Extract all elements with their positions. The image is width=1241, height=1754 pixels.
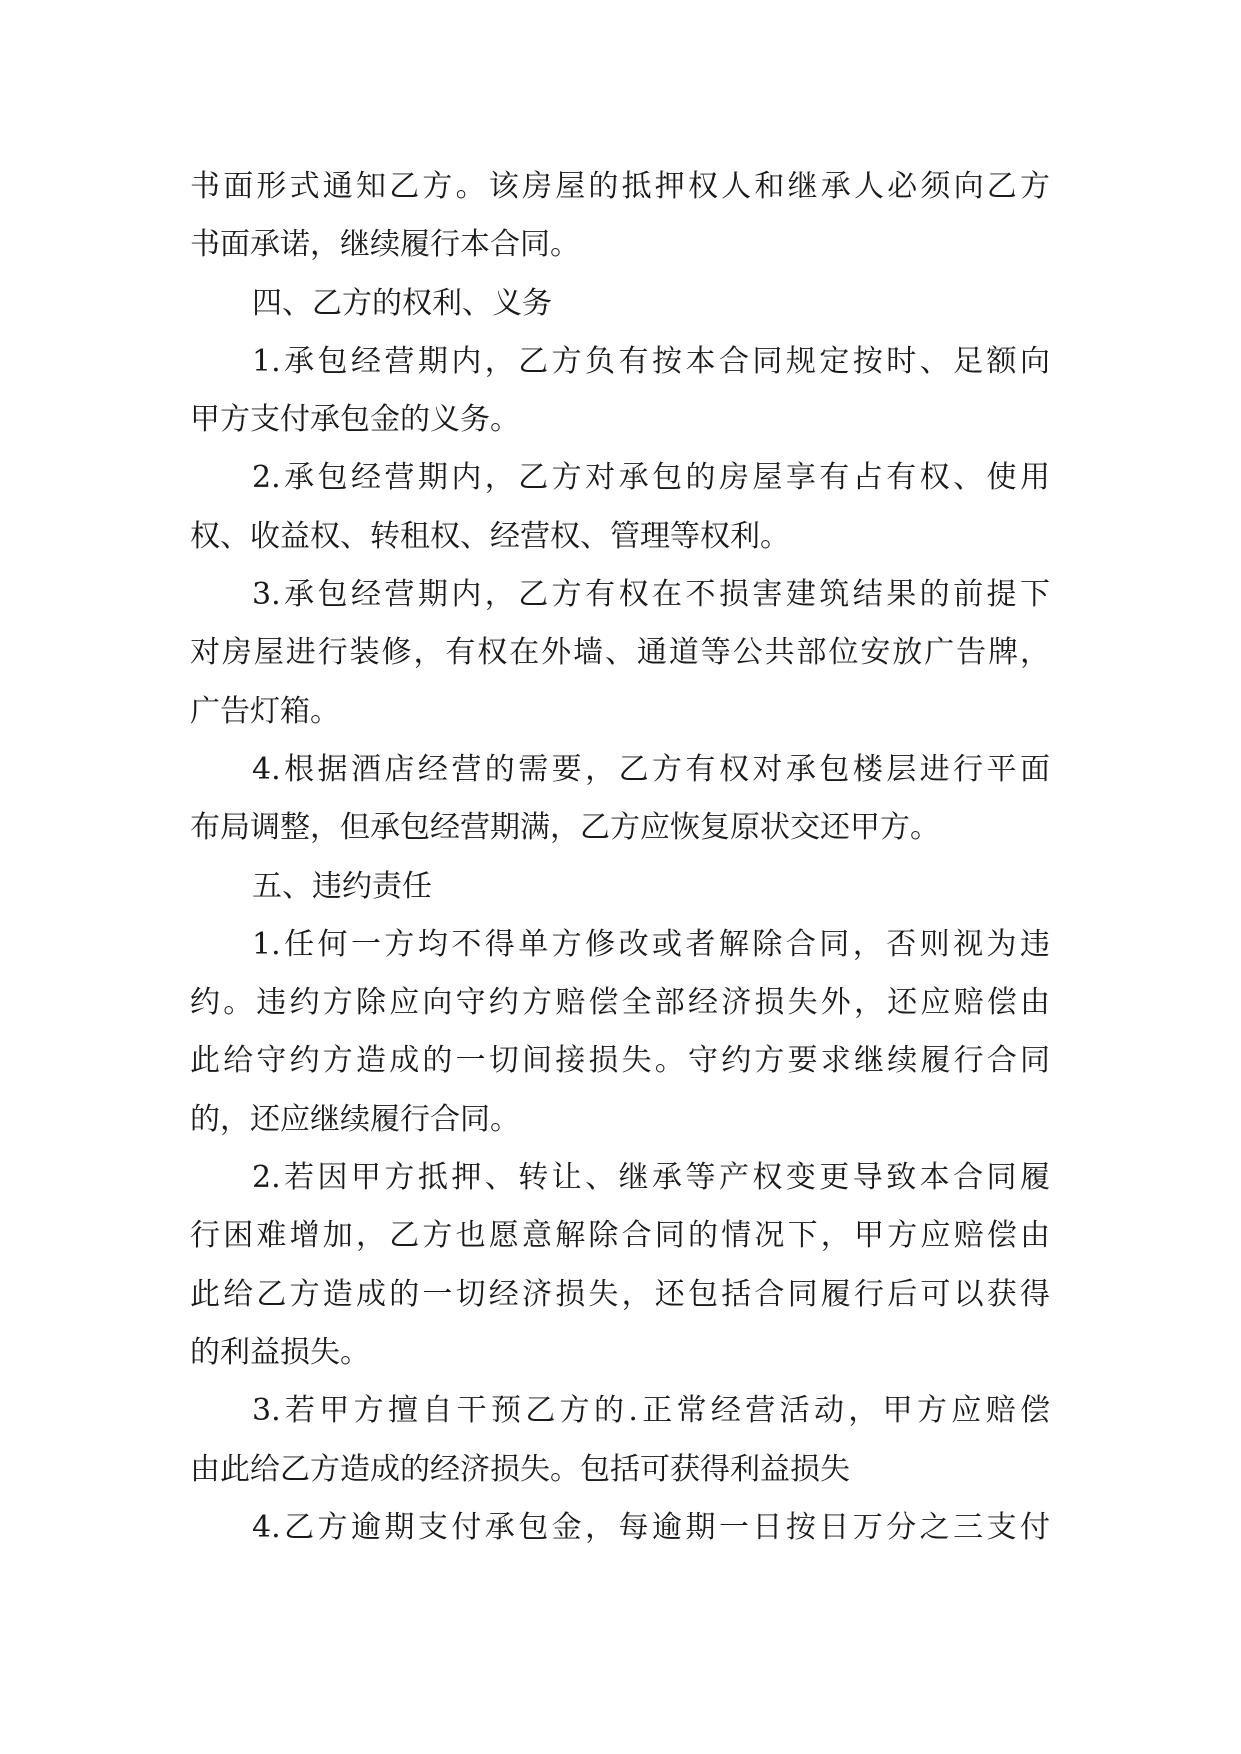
text-line: 的利益损失。: [190, 1334, 370, 1370]
text-line: 布局调整，但承包经营期满，乙方应恢复原状交还甲方。: [190, 810, 940, 846]
text-line: 对房屋进行装修，有权在外墙、通道等公共部位安放广告牌，: [190, 635, 1050, 671]
text-line: 1.任何一方均不得单方修改或者解除合同，否则视为违: [252, 926, 1050, 962]
text-line: 3.承包经营期内，乙方有权在不损害建筑结果的前提下: [252, 577, 1050, 613]
text-line: 甲方支付承包金的义务。: [190, 402, 520, 438]
text-line: 书面形式通知乙方。该房屋的抵押权人和继承人必须向乙方: [190, 169, 1050, 204]
text-line: 行困难增加，乙方也愿意解除合同的情况下，甲方应赔偿由: [190, 1218, 1050, 1254]
text-line: 由此给乙方造成的经济损失。包括可获得利益损失: [190, 1451, 850, 1487]
text-line: 3.若甲方擅自干预乙方的.正常经营活动，甲方应赔偿: [252, 1393, 1050, 1429]
section-heading: 五、违约责任: [252, 868, 432, 904]
text-line: 广告灯箱。: [190, 693, 340, 729]
text-line: 约。违约方除应向守约方赔偿全部经济损失外，还应赔偿由: [190, 985, 1050, 1021]
text-line: 2.承包经营期内，乙方对承包的房屋享有占有权、使用: [252, 460, 1050, 496]
text-line: 此给守约方造成的一切间接损失。守约方要求继续履行合同: [190, 1043, 1050, 1079]
text-line: 的，还应继续履行合同。: [190, 1101, 520, 1137]
document-body: [190, 158, 1050, 1557]
text-line: 2.若因甲方抵押、转让、继承等产权变更导致本合同履: [252, 1160, 1050, 1196]
text-line: 4.根据酒店经营的需要，乙方有权对承包楼层进行平面: [252, 751, 1050, 787]
text-line: 1.承包经营期内，乙方负有按本合同规定按时、足额向: [252, 343, 1050, 379]
section-heading: 四、乙方的权利、义务: [252, 285, 552, 321]
text-line: 4.乙方逾期支付承包金，每逾期一日按日万分之三支付: [252, 1509, 1050, 1545]
text-line: 权、收益权、转租权、经营权、管理等权利。: [190, 518, 790, 554]
text-line: 此给乙方造成的一切经济损失，还包括合同履行后可以获得: [190, 1276, 1050, 1312]
text-line: 书面承诺，继续履行本合同。: [190, 227, 580, 263]
